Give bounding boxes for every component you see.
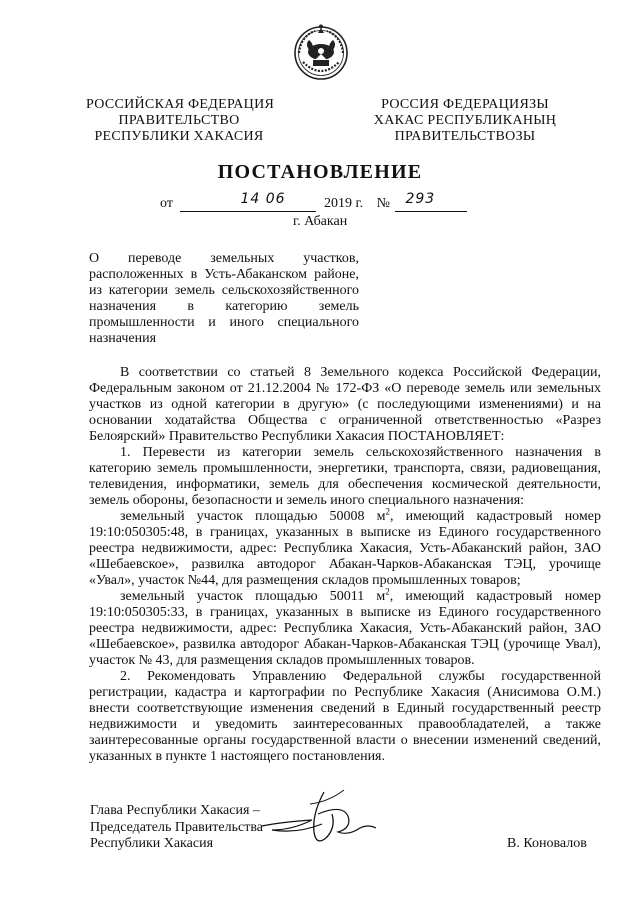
signatory-name: В. Коновалов <box>507 836 587 851</box>
date-handwritten: 14 06 <box>240 191 286 207</box>
document-title: ПОСТАНОВЛЕНИЕ <box>217 161 423 183</box>
coat-of-arms-emblem <box>291 22 351 82</box>
city-line: г. Абакан <box>293 214 348 229</box>
date-field <box>180 191 316 212</box>
header-right-block <box>372 97 558 145</box>
signatory-position <box>90 803 263 853</box>
subject-line: из категории земель сельскохозяйственного <box>89 283 359 298</box>
signatory-position-line: Глава Республики Хакасия – <box>90 803 260 818</box>
number-sign: № <box>376 196 390 211</box>
header-right-line: РОССИЯ ФЕДЕРАЦИЯЗЫ <box>381 97 549 112</box>
header-right-line: ПРАВИТЕЛЬСТВОЗЫ <box>394 129 536 144</box>
date-number-line <box>160 191 467 214</box>
paragraph-plot-48 <box>89 506 601 589</box>
plot-33-area-unit-sup: 2 <box>385 586 390 597</box>
header-left-line: РОССИЙСКАЯ ФЕДЕРАЦИЯ <box>86 97 275 112</box>
subject-line: расположенных в Усть-Абаканском районе, <box>89 267 359 282</box>
paragraph-item-1: 1. Перевести из категории земель сельскохозяйственного назначения в категорию земель промышленности, энергетики, транспорта, связи, радиовещания, телевидения, информатики, земель для обеспечения космической деятельности, земель обороны, безопасности и земель иного специального назначения: <box>89 445 601 508</box>
number-field <box>395 191 467 212</box>
subject-line: назначения в категорию земель <box>89 299 359 314</box>
plot-48-area: земельный участок площадью 50008 м <box>120 509 386 524</box>
header-left-block <box>86 97 275 145</box>
paragraph-plot-33 <box>89 586 601 669</box>
document-body <box>89 365 601 765</box>
paragraph-item-2: 2. Рекомендовать Управлению Федеральной службы государственной регистрации, кадастра и картографии по Республике Хакасия (Анисимова О.М.) внести соответствующие изменения сведений в Единый государственный реестр недвижимости и уведомить заинтересованных правообладателей, а также заинтересованные органы государственной власти о внесении изменений сведений, указанных в пункте 1 настоящего постановления. <box>89 669 601 764</box>
number-handwritten: 293 <box>405 191 436 207</box>
paragraph-preamble: В соответствии со статьей 8 Земельного кодекса Российской Федерации, Федеральным законом от 21.12.2004 № 172-ФЗ «О переводе земель или земельных участков из одной категории в другую» (с последующими изменениями) и на основании ходатайства Общества с ограниченной ответственностью «Разрез Белоярский» Правительство Республики Хакасия ПОСТАНОВЛЯЕТ: <box>89 365 601 444</box>
plot-33-area: земельный участок площадью 50011 м <box>120 589 386 604</box>
header-left-line: ПРАВИТЕЛЬСТВО <box>118 113 240 128</box>
date-prefix: от <box>160 196 173 211</box>
signatory-position-line: Республики Хакасия <box>90 836 214 851</box>
plot-48-details: , имеющий кадастровый номер 19:10:050305:48, в границах, указанных в выписке из Единого государственного реестра недвижимости, адрес: Республика Хакасия, Усть-Абаканский район, ЗАО «Шебаевское», развилка автодорог Абакан-Чарков-Абаканская ТЭЦ, урочище «Увал», участок №44, для размещения складов промышленных товаров; <box>89 509 601 588</box>
subject-block <box>89 251 359 347</box>
handwritten-signature <box>252 784 382 856</box>
subject-line: промышленности и иного специального <box>89 315 359 330</box>
header-left-line: РЕСПУБЛИКИ ХАКАСИЯ <box>94 129 264 144</box>
subject-line: назначения <box>89 331 157 346</box>
signatory-position-line: Председатель Правительства <box>90 819 263 835</box>
year-text: 2019 г. <box>323 196 364 211</box>
plot-33-details: , имеющий кадастровый номер 19:10:050305:33, в границах, указанных в выписке из Единого государственного реестра недвижимости, адрес: Республика Хакасия, Усть-Абаканский район, ЗАО «Шебаевское», развилка автодорог Абакан-Чарков-Абаканская ТЭЦ (урочище Увал), участок № 43, для размещения складов промышленных товаров. <box>89 589 601 668</box>
plot-48-area-unit-sup: 2 <box>385 506 390 517</box>
subject-line: О переводе земельных участков, <box>89 251 359 266</box>
header-right-line: ХАКАС РЕСПУБЛИКАНЫҢ <box>373 113 557 128</box>
